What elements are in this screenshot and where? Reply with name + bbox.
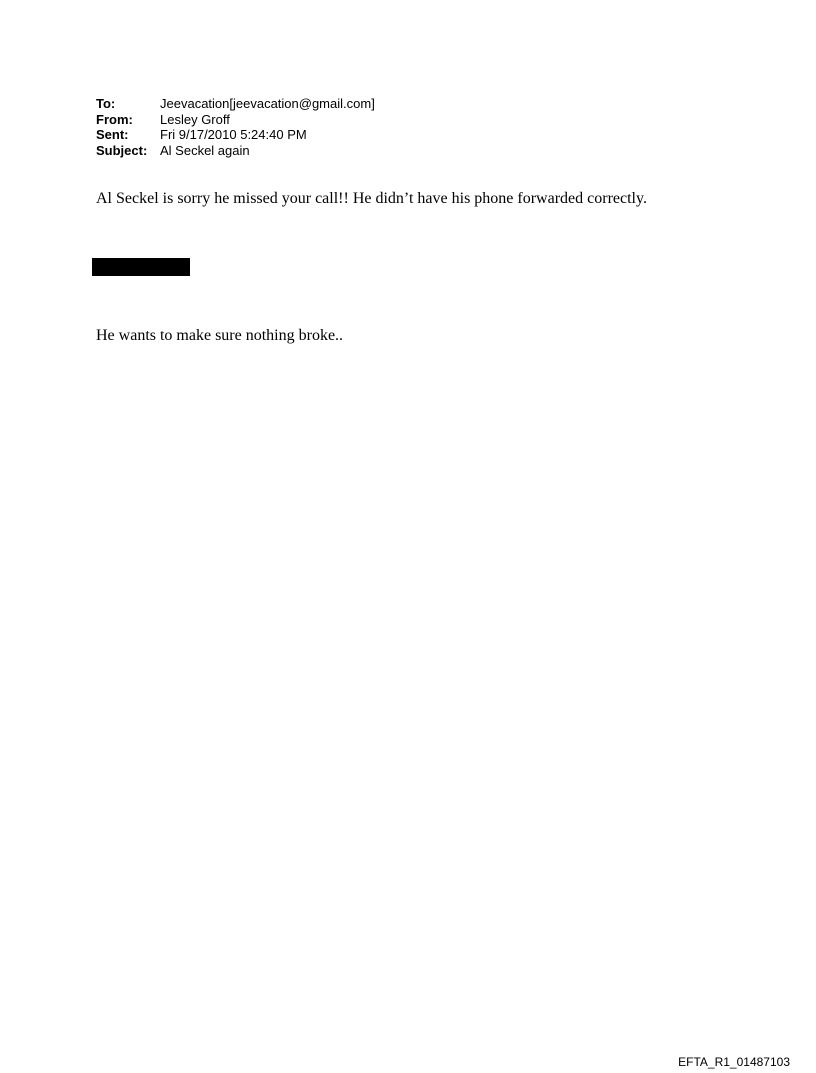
email-header (96, 96, 375, 158)
email-body-line-1: Al Seckel is sorry he missed your call!! He didn’t have his phone forwarded correctly. (96, 190, 647, 207)
header-label-to: To: (96, 96, 116, 111)
header-value-from: Lesley Groff (160, 111, 230, 127)
redaction-box (92, 258, 190, 276)
header-value-to: Jeevacation[jeevacation@gmail.com] (160, 96, 375, 111)
header-label-subject: Subject: (96, 142, 148, 158)
header-row-subject (96, 143, 375, 159)
header-label-from: From: (96, 111, 133, 127)
header-row-sent (96, 127, 375, 143)
email-body-line-2: He wants to make sure nothing broke.. (96, 327, 344, 344)
header-row-from (96, 112, 375, 128)
document-id: EFTA_R1_01487103 (678, 1055, 790, 1069)
header-label-sent: Sent: (96, 127, 129, 142)
header-row-to (96, 96, 375, 112)
header-value-subject: Al Seckel again (160, 142, 250, 158)
header-value-sent: Fri 9/17/2010 5:24:40 PM (160, 127, 307, 142)
